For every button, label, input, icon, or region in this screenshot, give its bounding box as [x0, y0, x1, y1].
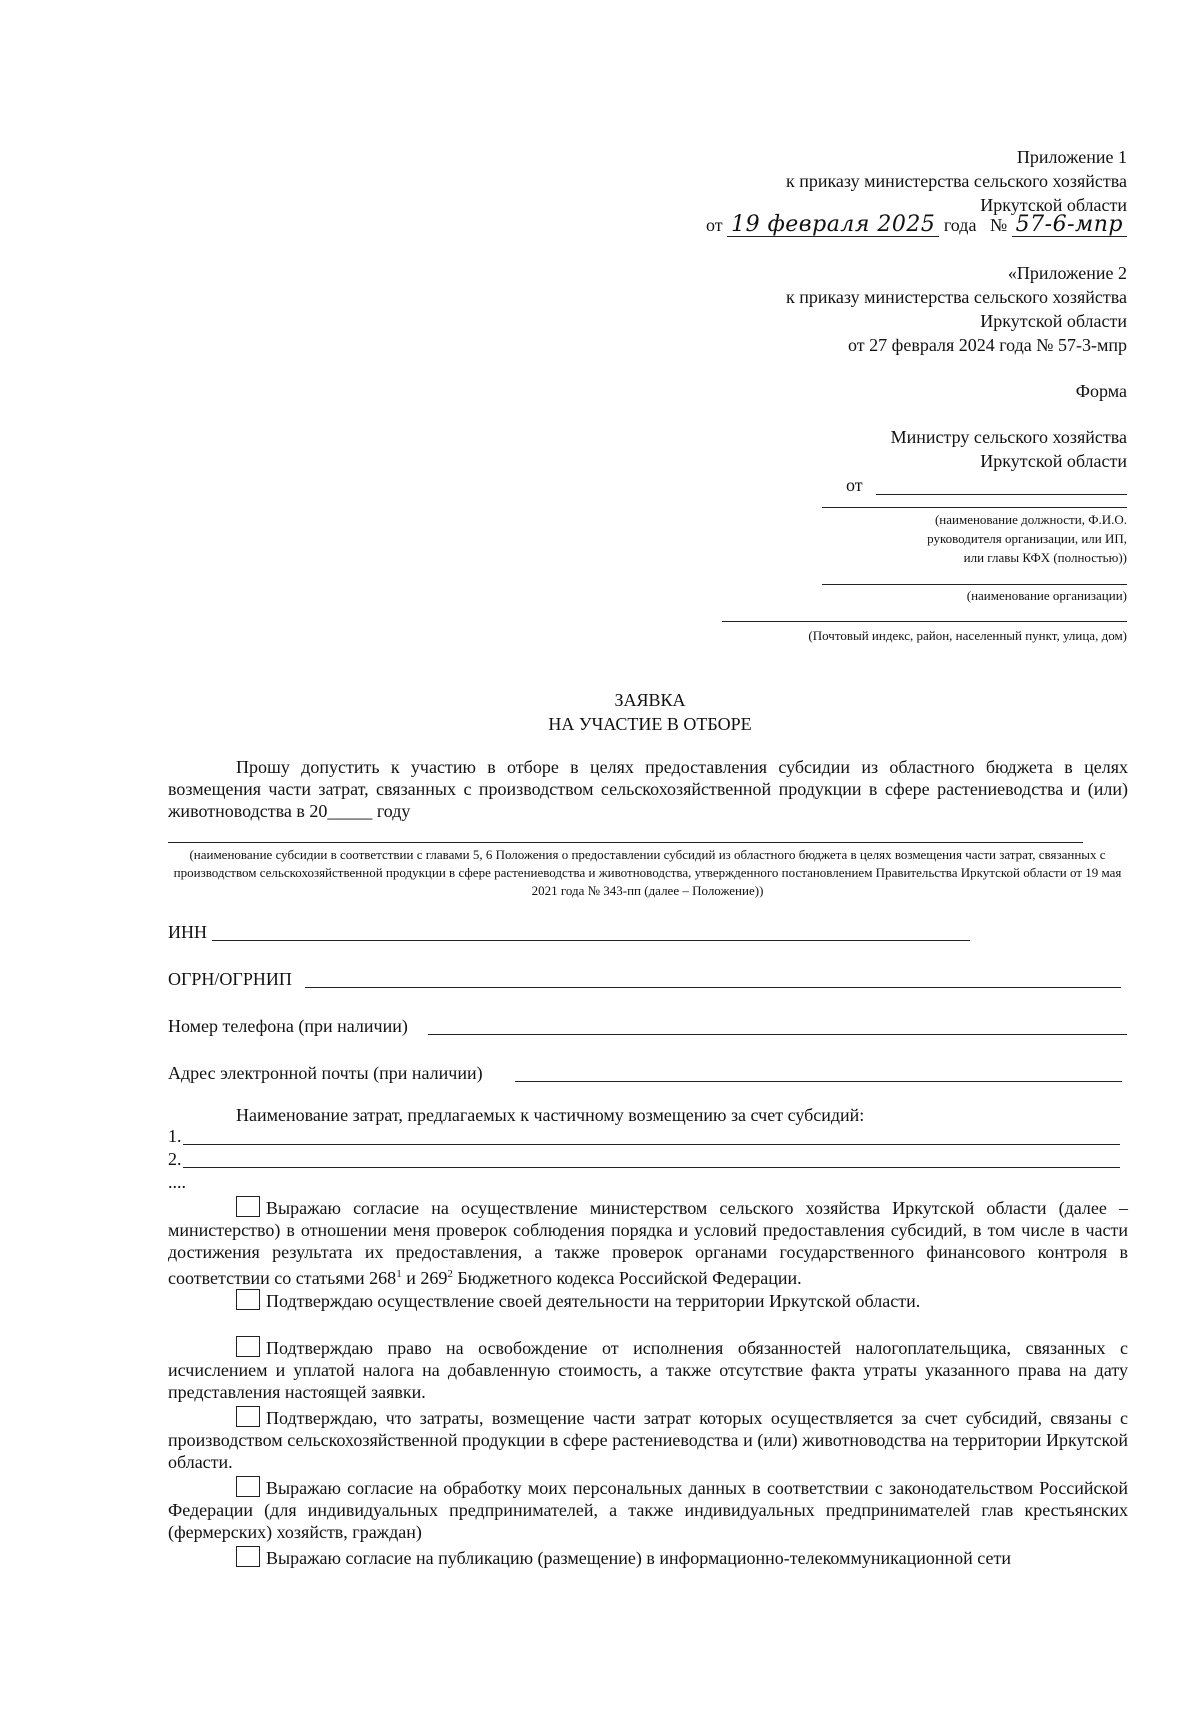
title-line1: ЗАЯВКА [614, 690, 686, 710]
consent-5-checkbox[interactable] [236, 1476, 260, 1497]
from-line [876, 494, 1127, 495]
consent-1-sup2: 2 [447, 1268, 453, 1280]
addressee-line2: Иркутской области [980, 451, 1127, 471]
appendix-2-label: «Приложение 2 [1007, 263, 1127, 283]
ogrn-input-line[interactable] [305, 987, 1121, 988]
consent-1 [168, 1196, 1128, 1289]
inn-label: ИНН [168, 922, 207, 942]
consent-6-text: Выражаю согласие на публикацию (размещение) в информационно-телекоммуникационной сети [266, 1548, 1011, 1568]
consent-3 [168, 1336, 1128, 1403]
consent-4-text: Подтверждаю, что затраты, возмещение части затрат которых осуществляется за счет субсидий, связаны с производством сельскохозяйственной продукции в сфере растениеводства и (или) животноводства на территории Иркутской области. [168, 1408, 1128, 1472]
title-line2: НА УЧАСТИЕ В ОТБОРЕ [548, 714, 752, 734]
form-label: Форма [1075, 381, 1127, 401]
phone-input-line[interactable] [428, 1034, 1127, 1035]
subsidy-name-note: (наименование субсидии в соответствии с главами 5, 6 Положения о предоставлении субсидий из областного бюджета в целях возмещения части затрат, связанных с производством сельскохозяйственной продукции в сфере растениеводства и животноводства, утвержденного постановлением Правительства Иркутской области от 19 мая 2021 года № 343-пп (далее – Положение)) [173, 847, 1122, 898]
request-paragraph: Прошу допустить к участию в отборе в целях предоставления субсидии из областного бюджета в целях возмещения части затрат, связанных с производством сельскохозяйственной продукции в сфере растениеводства и (или) животноводства в 20_____ году [168, 757, 1128, 821]
consent-5-text: Выражаю согласие на обработку моих персональных данных в соответствии с законодательством Российской Федерации (для индивидуальных предпринимателей, а также индивидуальных предпринимателей глав крестьянских (фермерских) хозяйств, граждан) [168, 1478, 1128, 1542]
appendix-1-date-line [706, 214, 1127, 237]
note-position-2: руководителя организации, или ИП, [927, 531, 1127, 546]
consent-2-checkbox[interactable] [236, 1289, 260, 1310]
cost-item-2-line[interactable] [183, 1167, 1120, 1168]
appendix-2-order: к приказу министерства сельского хозяйства [785, 287, 1127, 307]
consent-4 [168, 1406, 1128, 1473]
note-position-1: (наименование должности, Ф.И.О. [934, 512, 1127, 527]
appendix-2-region: Иркутской области [980, 311, 1127, 331]
handwritten-date: 19 февраля 2025 [727, 214, 939, 237]
cost-item-1-label: 1. [168, 1126, 182, 1146]
consent-2 [168, 1289, 1128, 1312]
note-position-3: или главы КФХ (полностью)) [963, 550, 1127, 565]
phone-label: Номер телефона (при наличии) [168, 1016, 408, 1036]
ogrn-label: ОГРН/ОГРНИП [168, 969, 292, 989]
cost-item-1-line[interactable] [183, 1144, 1120, 1145]
consent-1-sup1: 1 [396, 1268, 402, 1280]
org-line [822, 584, 1127, 585]
email-input-line[interactable] [515, 1081, 1122, 1082]
note-org: (наименование организации) [966, 588, 1127, 603]
subsidy-name-line [168, 842, 1083, 843]
date-prefix: от [705, 215, 723, 235]
consent-3-text: Подтверждаю право на освобождение от исполнения обязанностей налогоплательщика, связанных с исчислением и уплатой налога на добавленную стоимость, а также отсутствие факта утраты указанного права на дату представления настоящей заявки. [168, 1338, 1128, 1402]
appendix-1-label: Приложение 1 [1016, 147, 1127, 167]
consent-1-end: Бюджетного кодекса Российской Федерации. [452, 1268, 802, 1288]
consent-1-text: Выражаю согласие на осуществление министерством сельского хозяйства Иркутской области (далее – министерство) в отношении меня проверок соблюдения порядка и условий предоставления субсидий, в том числе в части достижения результата их предоставления, а также проверок органами государственного финансового контроля в соответствии со статьями 268 [168, 1198, 1128, 1288]
number-prefix: № [989, 215, 1008, 235]
addressee-line1: Министру сельского хозяйства [890, 427, 1127, 447]
cost-item-2-label: 2. [168, 1149, 182, 1169]
costs-heading: Наименование затрат, предлагаемых к частичному возмещению за счет субсидий: [236, 1105, 865, 1125]
appendix-2-date: от 27 февраля 2024 года № 57-3-мпр [848, 335, 1127, 355]
appendix-1-order: к приказу министерства сельского хозяйства [785, 171, 1127, 191]
addressee-from: от [846, 475, 863, 495]
consent-4-checkbox[interactable] [236, 1406, 260, 1427]
handwritten-number: 57-6-мпр [1012, 214, 1127, 237]
consent-3-checkbox[interactable] [236, 1336, 260, 1357]
cost-more: .... [168, 1172, 186, 1192]
consent-1-checkbox[interactable] [236, 1196, 260, 1217]
appendix-1-region: Иркутской области [980, 195, 1127, 215]
consent-6 [168, 1546, 1128, 1569]
address-line [722, 621, 1127, 622]
consent-5 [168, 1476, 1128, 1543]
position-line [822, 507, 1127, 508]
consent-6-checkbox[interactable] [236, 1546, 260, 1567]
note-address: (Почтовый индекс, район, населенный пункт, улица, дом) [808, 628, 1127, 643]
consent-2-text: Подтверждаю осуществление своей деятельности на территории Иркутской области. [266, 1291, 921, 1311]
consent-1-mid: и 269 [401, 1268, 448, 1288]
date-suffix: года [943, 215, 977, 235]
inn-input-line[interactable] [212, 940, 970, 941]
email-label: Адрес электронной почты (при наличии) [168, 1063, 483, 1083]
